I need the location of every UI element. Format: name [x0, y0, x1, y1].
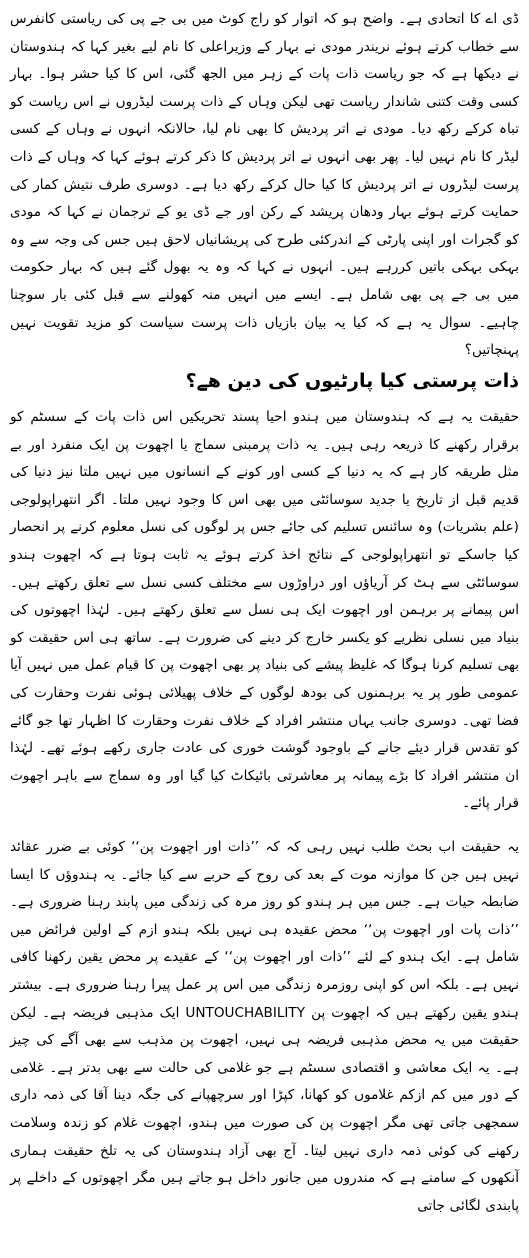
article-paragraph-2: حقیقت یہ ہے کہ ہندوستان میں ہندو احیا پسند تحریکیں اس ذات پات کے سسٹم کو برقرار رکھنے کا ذریعہ رہی ہیں۔ یہ ذات پرمبنی سماج یا اچھوت پن ایک منفرد اور بے مثل طریقہ کار ہے کہ یہ دنیا کے کسی اور کونے کے انسانوں میں نہیں ملتا نیز دنیا کی قدیم قبل از تاریخ یا جدید سوسائٹی میں بھی اس کا وجود نہیں ملتا۔ اگر انتھراپولوجی (علم بشریات) وہ سائنس تسلیم کی جائے جس پر لوگوں کی نسل معلوم کرنے پر انحصار کیا جاسکے تو انتھراپولوجی کے نتائج اخذ کرتے ہوئے یہ ثابت ہوتا ہے کہ اچھوت ہندو سوسائٹی سے ہٹ کر آریاؤں اور دراوڑوں سے مختلف کسی نسل سے تعلق رکھتے ہیں۔ اس پیمانے پر برہمن اور اچھوت ایک ہی نسل سے تعلق رکھتے ہیں۔ لہٰذا اچھوتوں کی بنیاد میں نسلی نظریے کو یکسر خارج کر دینے کی ضرورت ہے۔ ساتھ ہی اس حقیقت کو بھی تسلیم کرنا ہوگا کہ غلیظ پیشے کی بنیاد پر بھی اچھوت پن کا قیام عمل میں نہیں آیا عمومی طور پر یہ برہمنوں کی بودھ لوگوں کے خلاف پھیلائی ہوئی نفرت وحقارت کی فضا تھی۔ دوسری جانب یہاں منتشر افراد کے خلاف نفرت وحقارت کا اظہار تھا جو گائے کو تقدس قرار دیئے جانے کے باوجود گوشت خوری کی عادت جاری رکھے ہوئے تھے۔ لہٰذا ان منتشر افراد کا بڑے پیمانہ پر معاشرتی بائیکاٹ کیا گیا اور وہ سماج سے باہر اچھوت قرار پائے۔ [10, 409, 519, 812]
article-paragraph-1: ڈی اے کا اتحادی ہے۔ واضح ہو کہ اتوار کو راج کوٹ میں بی جے پی کی ریاستی کانفرس سے خطاب کرتے ہوئے نریندر مودی نے بہار کے وزیراعلی کا نام لیے بغیر کہا کہ ہندوستان نے دیکھا ہے کہ جو ریاست ذات پات کے زہر میں الجھ گئی، اس کا کیا حشر ہوا۔ بہار کسی وقت کتنی شاندار ریاست تھی لیکن وہاں کے ذات پرست لیڈروں نے اس ریاست کو تباہ کرکے رکھ دیا۔ مودی نے اتر پردیش کا بھی نام لیا، حالانکہ انہوں نے وہاں کے کسی لیڈر کا نام نہیں لیا۔ پھر بھی انہوں نے اتر پردیش کا ذکر کرتے ہوئے کہا کہ وہاں کے ذات پرست لیڈروں نے اتر پردیش کا کیا حال کرکے رکھ دیا ہے۔ دوسری طرف نتیش کمار کی حمایت کرتے ہوئے بہار ودھان پریشد کے رکن اور جے ڈی یو کے ترجمان نے کہا کہ مودی کو گجرات اور اپنی پارٹی کے اندرکئی طرح کی پریشانیاں لاحق ہیں جس کی وجہ سے وہ بہکی بہکی باتیں کررہے ہیں۔ انہوں نے کہا کہ وہ یہ بھول گئے ہیں کہ بہار حکومت میں بی جے پی بھی شامل ہے۔ ایسے میں انہیں منہ کھولنے سے قبل کئی بار سوچنا چاہیے۔ سوال یہ ہے کہ کیا یہ بیان بازیاں ذات پرست سیاست کو مزید تقویت نہیں پہنچاتیں؟ [10, 11, 519, 359]
article-paragraph-3: یہ حقیقت اب بحث طلب نہیں رہی کہ کہ ’’ذات اور اچھوت پن‘‘ کوئی بے ضرر عقائد نہیں ہیں جن کا موازنہ موت کے بعد کی روح کے حربے سے کیا جائے۔ یہ ہندوؤں کا ایسا ضابطہ حیات ہے۔ جس میں ہر ہندو کو روز مرہ کی زندگی میں پابند رہنا ضروری ہے۔ ’’ذات پات اور اچھوت پن‘‘ محض عقیدہ ہی نہیں بلکہ ہندو ازم کے اولین فرائض میں شامل ہے۔ ایک ہندو کے لئے ’’ذات اور اچھوت پن‘‘ کے عقیدے پر محض یقین رکھنا کافی نہیں ہے۔ بلکہ اس کو اپنی روزمرہ زندگی میں اس پر عمل پیرا رہنا ضروری ہے۔ بیشتر ہندو یقین رکھتے ہیں کہ اچھوت پن UNTOUCHABILITY ایک مذہبی فریضہ ہے۔ لیکن حقیقت میں یہ محض مذہبی فریضہ ہی نہیں، اچھوت پن مذہب سے بھی آگے کی چیز ہے۔ یہ ایک معاشی و اقتصادی سسٹم ہے جو غلامی کی حالت سے بھی بدتر ہے۔ غلامی کے دور میں کم ازکم غلاموں کو کھانا، کپڑا اور سرچھپانے کی جگہ دینا آقا کی ذمہ داری سمجھی جاتی تھی مگر اچھوت پن کی صورت میں ہندو، اچھوت غلام کو زندہ وسلامت رکھنے کی کوئی ذمہ داری نہیں لیتا۔ آج بھی آزاد ہندوستان کی یہ تلخ حقیقت ہماری آنکھوں کے سامنے ہے کہ مندروں میں جانور داخل ہو جاتے ہیں مگر اچھوتوں کے داخلے پر پابندی لگائی جاتی [10, 839, 519, 1214]
section-heading: ذات پرستی کیا پارٹیوں کی دین ھے؟ [185, 370, 519, 392]
